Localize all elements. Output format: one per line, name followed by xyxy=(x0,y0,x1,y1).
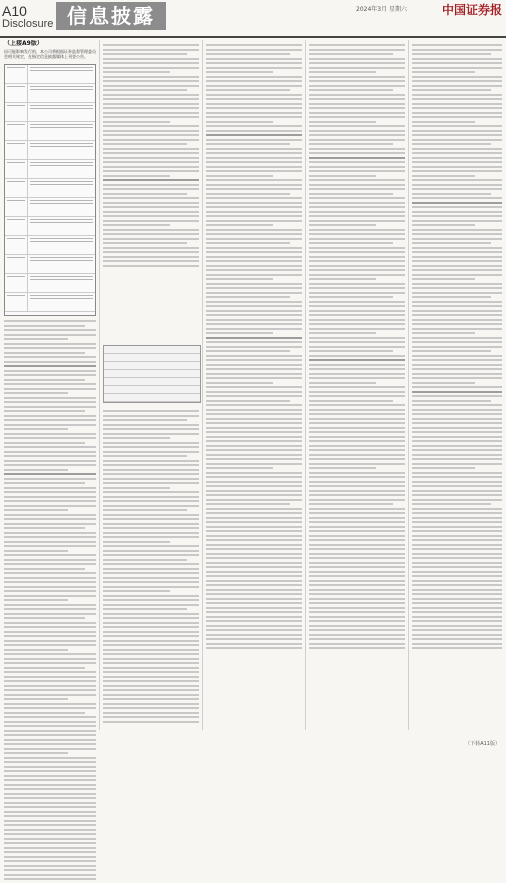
table-row xyxy=(5,122,95,141)
table-row xyxy=(5,160,95,179)
table-row xyxy=(5,103,95,122)
column-divider xyxy=(305,40,306,730)
table-row xyxy=(5,179,95,198)
table-row xyxy=(5,141,95,160)
page-number: A10 xyxy=(2,3,27,19)
section-name-english: Disclosure xyxy=(2,18,54,30)
table-row xyxy=(5,236,95,255)
table-row xyxy=(5,255,95,274)
column-5-body-text xyxy=(412,44,502,652)
column-2-body-text xyxy=(103,44,199,269)
data-table xyxy=(103,345,201,403)
table-row xyxy=(5,84,95,103)
header-rule xyxy=(0,36,506,38)
table-row xyxy=(5,274,95,293)
continued-note: （下转A11版） xyxy=(465,741,500,747)
announcement-table xyxy=(4,64,96,316)
column-1-body-text xyxy=(4,320,96,883)
section-title: 信息披露 xyxy=(56,2,166,30)
table-row xyxy=(5,198,95,217)
column-2-body-text-lower xyxy=(103,410,199,725)
column-divider xyxy=(408,40,409,730)
article-intro: 因可能影响发行的，本公司将根据证券监督管理委员会相关规定，在指定信息披露媒体上刊登公告。 xyxy=(4,49,96,59)
column-divider xyxy=(202,40,203,730)
table-row xyxy=(5,293,95,312)
column-3-body-text xyxy=(206,44,302,652)
article-title: （上接A9版） xyxy=(4,40,43,47)
table-row xyxy=(5,65,95,84)
page-header xyxy=(0,0,506,36)
newspaper-logo: 中国证券报 xyxy=(441,3,502,17)
column-4-body-text xyxy=(309,44,405,652)
table-row xyxy=(5,217,95,236)
issue-date: 2024年3月 星期六 xyxy=(356,6,407,13)
column-divider xyxy=(99,40,100,730)
